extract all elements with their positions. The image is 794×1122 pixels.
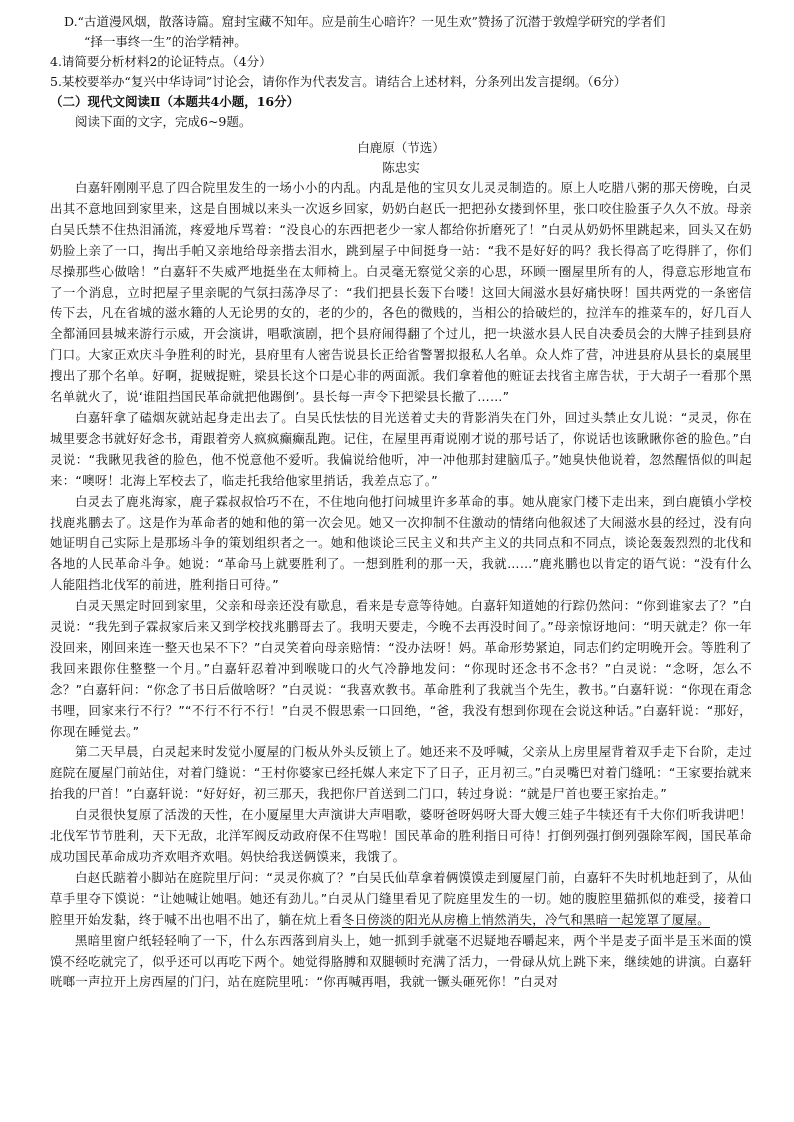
story-paragraph-3: 白灵去了鹿兆海家，鹿子霖叔叔恰巧不在，不住地向他打问城里许多革命的事。她从鹿家门楼下走出来，到白鹿镇小学校找鹿兆鹏去了。这是作为革命者的她和他的第一次会见。她又一次抑制不住激动的情绪向他叙述了大闹滋水县的经过，没有向她证明自己实际上是那场斗争的策划组织者之一。她和他谈论三民主义和共产主义的共同点和不同点，谈论轰轰烈烈的北伐和各地的人民革命斗争。她说：“革命马上就要胜利了。一想到胜利的那一天，我就……”鹿兆鹏也以肯定的语气说：“没有什么人能阻挡北伐军的前进，胜利指日可待。” — [50, 493, 752, 593]
underlined-sentence: 冬日傍淡的阳光从房檐上悄然消失，冷气和黑暗一起笼罩了厦屋。 — [341, 911, 710, 927]
story-paragraph-2: 白嘉轩拿了磕烟灰就站起身走出去了。白吴氏怯怯的目光送着丈夫的背影消失在门外，回过头禁止女儿说：“灵灵，你在城里要念书就好好念书，甭跟着旁人疯疯癫癫乱跑。记住，在屋里再甭说刚才说的那号话了，你说话也该瞅瞅你爸的脸色。”白灵说：“我瞅见我爸的脸色，他不悦意他不爱听。我偏说给他听，冲一冲他那封建脑瓜子。”她臭快他说着，忽然醒悟似的叫起来：“噢呀！北海上军校去了，临走托我给他家里捎话，我差点忘了。” — [50, 409, 752, 488]
question-4: 4.请简要分析材料2的论证特点。（4分） — [50, 54, 272, 69]
story-author: 陈忠实 — [382, 160, 420, 175]
story-paragraph-6: 白灵很快复原了活泼的天性，在小厦屋里大声演讲大声唱歌，婆呀爸呀妈呀大哥大嫂三娃子牛犊还有千大你们听我讲吧！北伐军节节胜利，天下无敌，北洋军阀反动政府保不住骂啦！国民革命的胜利指日可待！打倒列强打倒列强除军阀，国民革命成功国民革命成功齐欢唱齐欢唱。妈快给我送俩馍来，我饿了。 — [50, 807, 752, 864]
story-paragraph-8: 黑暗里窗户纸轻轻响了一下，什么东西落到肩头上，她一抓到手就毫不迟疑地吞嚼起来，两个半是麦子面半是玉米面的馍馍不经吃就完了，似乎还可以再吃下两个。她觉得胳膊和双腿顿时充满了活力，一骨碌从炕上跳下来，继续她的讲演。白嘉轩咣啷一声拉开上房西屋的门闩，站在庭院里吼：“你再喊再唱，我就一镢头砸死你！”白灵对 — [50, 932, 752, 990]
section-heading: （二）现代文阅读Ⅱ（本题共4小题，16分） — [50, 94, 300, 109]
story-paragraph-4: 白灵天黑定时回到家里，父亲和母亲还没有歇息，看来是专意等待她。白嘉轩知道她的行踪仍然问：“你到谁家去了？”白灵说：“我先到子霖叔家后来又到学校找兆鹏哥去了。我明天要走，今晚不去再没时间了。”母亲惊讶地问：“明天就走？你一年没回来，刚回来连一整天也呆不下？”白灵笑着向母亲赔情：“没办法呀！妈。革命形势紧迫，同志们约定明晚开会。等胜利了我回来跟你住整整一个月。”白嘉轩忍着冲到喉咙口的火气冷静地发问：“你现时还念书不念书？”白灵说：“念呀，怎么不念？”白嘉轩问：“你念了书日后做啥呀？”白灵说：“我喜欢教书。革命胜利了我就当个先生，教书。”白嘉轩说：“你现在甭念书哩，回家来行不行？”“不行不行不行！”白灵不假思索一口回绝，“爸，我没有想到你现在会说这种话。”白嘉轩说：“那好，你现在睡觉去。” — [50, 598, 752, 739]
option-d: D.“古道漫风烟，散落诗篇。窟封宝藏不知年。应是前生心暗许？一见生欢”赞扬了沉潜于敦煌学研究的学者们 — [64, 14, 666, 29]
story-paragraph-5: 第二天早晨，白灵起来时发觉小厦屋的门板从外头反锁上了。她还来不及呼喊，父亲从上房里屋背着双手走下台阶，走过庭院在厦屋门前站住，对着门缝说：“王村你婆家已经托媒人来定下了日子，正月初三。”白灵嘴巴对着门缝吼：“王家要抬就来抬我的尸首！”白嘉轩说：“好好好，初三那天，我把你尸首送到二门口，转过身说：“就是尸首也要王家抬走。” — [50, 744, 752, 802]
paragraph-7-text: 白赵氏踮着小脚站在庭院里厅问：“灵灵你疯了？”白吴氏仙草拿着俩馍馍走到厦屋门前，白嘉轩不失时机地赶到了，从仙草手里夺下馍说：“让她喊让她唱。她还有劲儿。”白灵从门缝里看见了院庭里发生的一切。她的腹腔里猫抓似的难受，接着口腔里开始发黏，终于喊不出也唱不出了，躺在炕上看 — [50, 869, 752, 927]
option-d-continuation: “择一事终一生”的治学精神。 — [84, 34, 247, 49]
story-paragraph-7 — [50, 868, 752, 931]
reading-instruction: 阅读下面的文字，完成6~9题。 — [75, 114, 252, 129]
story-body — [50, 178, 752, 993]
story-paragraph-1: 白嘉轩刚刚平息了四合院里发生的一场小小的内乱。内乱是他的宝贝女儿灵灵制造的。原上人吃腊八粥的那天傍晚，白灵出其不意地回到家里来，这是自围城以来头一次返乡回家，奶奶白赵氏一把把孙女搂到怀里，张口咬住脸蛋子久久不放。母亲白吴氏禁不住热泪涌流，疼爱地斥骂着：“没良心的东西把老少一家人都给你折磨死了！”白灵从奶奶怀里跳起来，回头又在奶奶脸上亲了一口，掏出手帕又亲地给母亲揩去泪水，跳到屋子中间挺身一站：“我不是好好的吗？我长得高了吃得胖了，你们尽操那些心做啥！”白嘉轩不失威严地挺坐在太师椅上。白灵毫无察觉父亲的心思，环顾一圈屋里所有的人，得意忘形地宣布了一个消息，立时把屋子里亲昵的气氛扫荡净尽了：“我们把县长轰下台喽！这回大闹滋水县好痛快呀！国共两党的一条密信传下去，凡在省城的滋水籍的人无论男的女的，老的少的，各色的微贱的，当相公的拾破烂的，拉洋车的推菜车的，好几百人全都涌回县城来游行示威，开会演讲，唱歌演剧，把个县府闹得翻了个过儿，把一块滋水县人民自决委员会的大牌子挂到县府门口。大家正欢庆斗争胜利的时光，县府里有人密告说县长正给省警署拟报私人名单。众人炸了营，冲进县府从县长的桌展里搜出了那个名单。好啊，捉贼捉赃，梁县长这个口是心非的两面派。我们拿着他的赃证去找省主席告状，于大胡子一看那个黑名单就火了，说‘谁阻挡国民革命就把他踢倒’。县长每一声令下把梁县长撤了……” — [50, 180, 752, 405]
story-title: 白鹿原（节选） — [357, 140, 445, 155]
question-5: 5.某校要举办“复兴中华诗词”讨论会，请你作为代表发言。请结合上述材料，分条列出发言提纲。（6分） — [50, 74, 627, 89]
